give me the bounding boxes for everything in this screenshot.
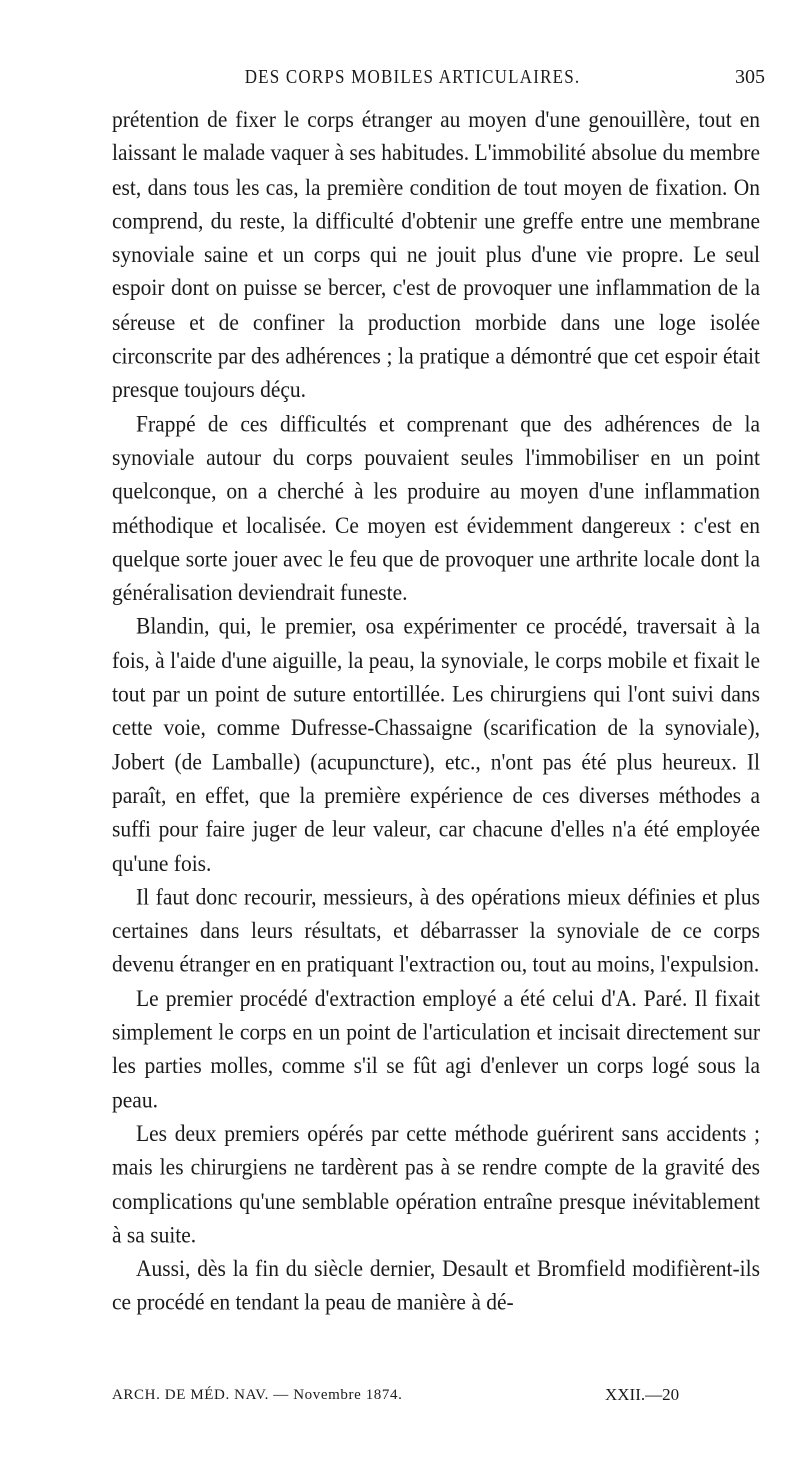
paragraph: Il faut donc recourir, messieurs, à des opérations mieux définies et plus certaines dans leurs résultats, et débarrasser la synoviale de ce corps devenu étranger en en pratiquant l'extraction ou, tout au moins, l'expulsion. (112, 883, 760, 978)
paragraph: Le premier procédé d'extraction employé a été celui d'A. Paré. Il fixait simplement le corps en un point de l'articulation et incisait directement sur les parties molles, comme s'il se fût agi d'enlever un corps logé sous la peau. (112, 985, 760, 1113)
running-head (60, 62, 765, 92)
paragraph: Les deux premiers opérés par cette méthode guérirent sans accidents ; mais les chirurgiens ne tardèrent pas à se rendre compte de la gravité des complications qu'une semblable opération entraîne presque inévitablement à sa suite. (112, 1120, 760, 1248)
page-footer (112, 1381, 760, 1409)
signature-mark: XXII.—20 (605, 1385, 680, 1404)
paragraph: Blandin, qui, le premier, osa expérimenter ce procédé, traversait à la fois, à l'aide d'une aiguille, la peau, la synoviale, le corps mobile et fixait le tout par un point de suture entortillée. Les chirurgiens qui l'ont suivi dans cette voie, comme Dufresse-Chassaigne (scarification de la synoviale), Jobert (de Lamballe) (acupuncture), etc., n'ont pas été plus heureux. Il paraît, en effet, que la première expérience de ces diverses méthodes a suffi pour faire juger de leur valeur, car chacune d'elles n'a été employée qu'une fois. (112, 613, 760, 876)
paragraph: prétention de fixer le corps étranger au moyen d'une genouillère, tout en laissant le malade vaquer à ses habitudes. L'immobilité absolue du membre est, dans tous les cas, la première condition de tout moyen de fixation. On comprend, du reste, la difficulté d'obtenir une greffe entre une membrane synoviale saine et un corps qui ne jouit plus d'une vie propre. Le seul espoir dont on puisse se bercer, c'est de provoquer une inflammation de la séreuse et de confiner la production morbide dans une loge isolée circonscrite par des adhérences ; la pratique a démontré que cet espoir était presque toujours déçu. (112, 106, 760, 403)
page-number: 305 (735, 66, 765, 88)
journal-reference: ARCH. DE MÉD. NAV. — Novembre 1874. (112, 1387, 403, 1403)
paragraph: Frappé de ces difficultés et comprenant que des adhérences de la synoviale autour du corps pouvaient seules l'immobiliser en un point quelconque, on a cherché à les produire au moyen d'une inflammation méthodique et localisée. Ce moyen est évidemment dangereux : c'est en quelque sorte jouer avec le feu que de provoquer une arthrite locale dont la généralisation deviendrait funeste. (112, 410, 760, 606)
running-title: DES CORPS MOBILES ARTICULAIRES. (244, 65, 581, 88)
paragraph: Aussi, dès la fin du siècle dernier, Desault et Bromfield modifièrent-ils ce procédé en tendant la peau de manière à dé- (112, 1255, 760, 1316)
body-text (112, 103, 760, 1320)
